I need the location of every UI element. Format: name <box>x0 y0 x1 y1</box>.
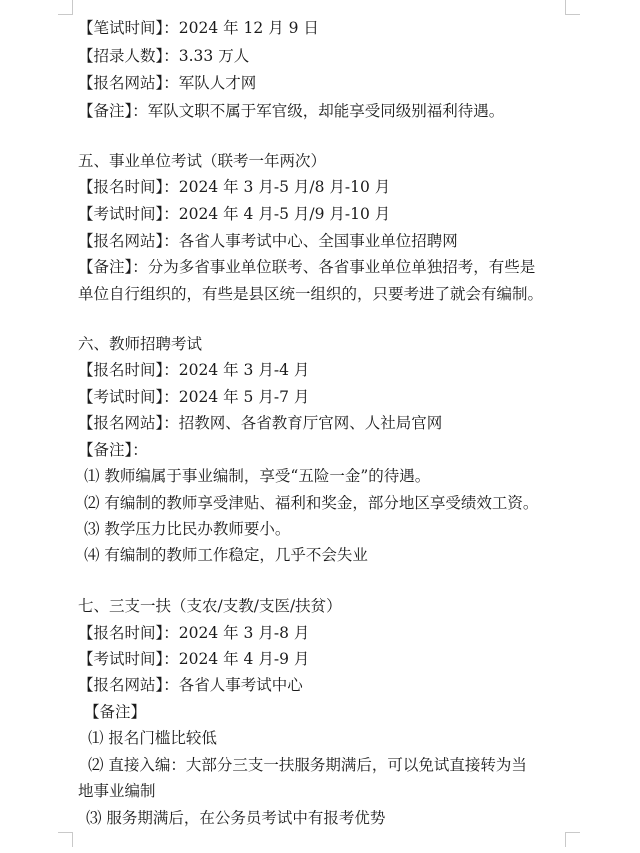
text-line: 【备注】 <box>84 703 147 721</box>
text-line: 【笔试时间】：2024 年 12 月 9 日 <box>78 19 319 37</box>
text-line: 【招录人数】：3.33 万人 <box>78 47 250 65</box>
text-line: 【考试时间】：2024 年 4 月-5 月/9 月-10 月 <box>78 205 391 223</box>
list-item: ⑴ 报名门槛比较低 <box>88 729 217 747</box>
crop-mark-top-right <box>565 0 580 15</box>
text-line: 【考试时间】：2024 年 5 月-7 月 <box>78 388 310 406</box>
text-line: 【备注】：军队文职不属于军官级，却能享受同级别福利待遇。 <box>78 102 505 120</box>
list-item: ⑵ 直接入编：大部分三支一扶服务期满后，可以免试直接转为当 <box>88 756 527 774</box>
text-line: 【报名网站】：军队人才网 <box>78 74 257 92</box>
section-heading: 六、教师招聘考试 <box>78 335 203 353</box>
text-line: 【报名网站】：各省人事考试中心、全国事业单位招聘网 <box>78 232 458 250</box>
list-item: ⑵ 有编制的教师享受津贴、福利和奖金，部分地区享受绩效工资。 <box>84 494 539 512</box>
crop-mark-bottom-left <box>58 832 73 847</box>
text-line: 单位自行组织的，有些是县区统一组织的，只要考进了就会有编制。 <box>78 285 544 303</box>
text-line: 【报名网站】：招教网、各省教育厅官网、人社局官网 <box>78 414 443 432</box>
list-item: ⑷ 有编制的教师工作稳定，几乎不会失业 <box>84 546 368 564</box>
crop-mark-top-left <box>58 0 73 15</box>
text-line: 【报名时间】：2024 年 3 月-4 月 <box>78 361 310 379</box>
list-item: ⑶ 教学压力比民办教师要小。 <box>84 520 291 538</box>
text-line: 【备注】： <box>78 441 148 459</box>
text-line: 【报名网站】：各省人事考试中心 <box>78 676 303 694</box>
list-item: ⑴ 教师编属于事业编制，享受“五险一金”的待遇。 <box>84 467 431 485</box>
text-line: 【报名时间】：2024 年 3 月-8 月 <box>78 624 310 642</box>
text-line: 【报名时间】：2024 年 3 月-5 月/8 月-10 月 <box>78 178 391 196</box>
list-item: ⑶ 服务期满后，在公务员考试中有报考优势 <box>86 809 386 827</box>
crop-mark-bottom-right <box>565 832 580 847</box>
text-line: 【备注】：分为多省事业单位联考、各省事业单位单独招考，有些是 <box>78 258 536 276</box>
list-item-continuation: 地事业编制 <box>78 782 156 800</box>
section-heading: 五、事业单位考试（联考一年两次） <box>78 152 327 170</box>
section-heading: 七、三支一扶（支农/支教/支医/扶贫） <box>78 597 342 615</box>
text-line: 【考试时间】：2024 年 4 月-9 月 <box>78 650 310 668</box>
